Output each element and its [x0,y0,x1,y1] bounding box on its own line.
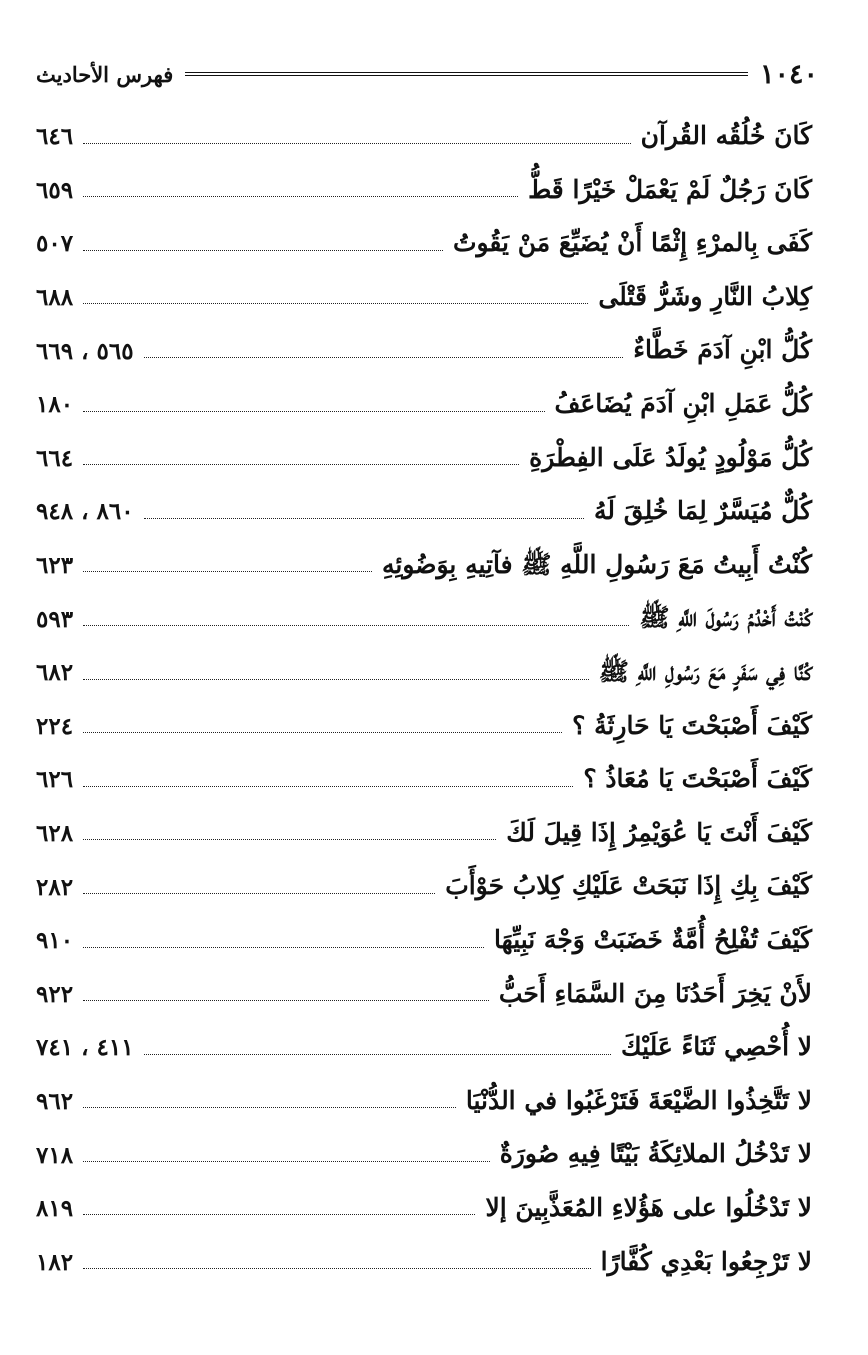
dot-leader [83,464,519,465]
entry-page-numbers: ٥٦٥ ، ٦٦٩ [36,337,134,365]
entry-page-numbers: ٦٢٣ [36,552,74,580]
dot-leader [83,1000,489,1001]
entry-page-numbers: ٦٢٦ [36,766,74,794]
index-entry [36,213,812,267]
dot-leader [83,679,589,680]
dot-leader [83,411,544,412]
entry-text: كَيْفَ أَصْبَحْتَ يَا حَارِثَةُ ؟ [572,710,812,740]
entry-page-numbers: ٩٦٢ [36,1087,74,1115]
index-entry [36,642,812,696]
entry-text: لا تَرْجِعُوا بَعْدِي كُفَّارًا [600,1246,812,1276]
index-entry [36,803,812,857]
entry-page-numbers: ٤١١ ، ٧٤١ [36,1034,134,1062]
dot-leader [83,625,629,626]
entry-text: كُلُّ عَمَلِ ابْنِ آدَمَ يُضَاعَفُ [554,389,812,419]
entry-text: كَفَى بِالمرْءِ إِثْمًا أَنْ يُضَيِّعَ مَنْ يَقُوتُ [452,228,812,258]
entry-text: لا تَدْخُلُ الملائِكَةُ بَيْتًا فِيهِ صُورَةٌ [499,1139,812,1169]
header-double-rule [185,72,748,76]
entry-text: كُنْتُ أَبِيتُ مَعَ رَسُولِ اللَّهِ ﷺ فآتِيهِ بِوَضُوئِهِ [381,549,812,579]
dot-leader [83,143,631,144]
dot-leader [83,196,518,197]
index-entry [36,160,812,214]
entry-text: لأَنْ يَخِرَ أَحَدُنَا مِنَ السَّمَاءِ أَحَبُّ [498,978,812,1008]
dot-leader [144,1054,611,1055]
entry-text: كَيْفَ أَنْتَ يَا عُوَيْمِرُ إِذَا قِيلَ لَكَ [506,817,812,847]
entry-text: كُلٌّ مُيَسَّرٌ لِمَا خُلِقَ لَهُ [594,496,812,526]
entry-text: كَيْفَ أَصْبَحْتَ يَا مُعَاذُ ؟ [583,764,812,794]
hadith-index-list [36,106,812,1285]
dot-leader [83,1161,490,1162]
dot-leader [83,571,372,572]
index-entry [36,481,812,535]
entry-page-numbers: ٢٢٤ [36,712,74,740]
entry-page-numbers: ١٨٢ [36,1248,74,1276]
entry-page-numbers: ٩٢٢ [36,980,74,1008]
entry-text: كَيْفَ بِكِ إِذَا نَبَحَتْ عَلَيْكِ كِلابُ حَوْأَبَ [445,871,812,901]
dot-leader [83,303,588,304]
entry-text: كَانَ خُلُقُه القُرآن [640,121,812,151]
entry-page-numbers: ٦٢٨ [36,820,74,848]
entry-text: لا تَتَّخِذُوا الضَّيْعَةَ فَتَرْغَبُوا في الدُّنْيَا [465,1085,812,1115]
index-entry [36,320,812,374]
dot-leader [83,1268,591,1269]
dot-leader [144,357,624,358]
entry-page-numbers: ٩١٠ [36,927,74,955]
dot-leader [83,839,496,840]
dot-leader [83,732,562,733]
entry-text: كُلُّ مَوْلُودٍ يُولَدُ عَلَى الفِطْرَةِ [529,442,812,472]
index-entry [36,749,812,803]
entry-page-numbers: ٦٨٨ [36,284,74,312]
entry-page-numbers: ٥٩٣ [36,605,74,633]
dot-leader [83,1214,475,1215]
index-entry [36,1178,812,1232]
entry-page-numbers: ٦٤٦ [36,123,74,151]
index-entry [36,910,812,964]
entry-text: كَيْفَ تُفْلِحُ أُمَّةٌ خَضَبَتْ وَجْهَ نَبِيِّهَا [494,925,812,954]
entry-page-numbers: ٧١٨ [36,1141,74,1169]
entry-page-numbers: ٦٦٤ [36,444,74,472]
index-entry [36,1124,812,1178]
entry-page-numbers: ٨٦٠ ، ٩٤٨ [36,498,134,526]
entry-text: لا أُحْصِي ثَنَاءً عَلَيْكَ [621,1032,812,1062]
dot-leader [144,518,584,519]
entry-page-numbers: ٨١٩ [36,1195,74,1223]
entry-text: كِلابُ النَّارِ وشَرُّ قَتْلَى [598,281,812,311]
index-entry [36,588,812,642]
index-entry [36,964,812,1018]
entry-page-numbers: ٦٥٩ [36,176,74,204]
dot-leader [83,893,435,894]
dot-leader [83,250,443,251]
index-entry [36,106,812,160]
index-entry [36,1071,812,1125]
entry-text: كُلُّ ابْنِ آدَمَ خَطَّاءٌ [633,335,812,365]
index-entry [36,428,812,482]
running-title: فهرس الأحاديث [36,61,174,87]
entry-page-numbers: ٢٨٢ [36,873,74,901]
index-entry [36,535,812,589]
entry-text: لا تَدْخُلُوا على هَؤُلاءِ المُعَذَّبِينَ إلا [485,1192,812,1222]
entry-text: كَانَ رَجُلٌ لَمْ يَعْمَلْ خَيْرًا قَطُّ [528,174,812,204]
dot-leader [83,947,484,948]
page-number: ١٠٤٠ [759,58,818,90]
index-entry [36,1017,812,1071]
page-header [36,58,818,90]
entry-text: كُنْتُ أَخْدُمُ رَسُولَ اللَّهِ ﷺ [639,603,812,633]
index-entry [36,856,812,910]
dot-leader [83,1107,456,1108]
index-entry [36,696,812,750]
dot-leader [83,786,573,787]
index-entry [36,1231,812,1285]
index-entry [36,374,812,428]
entry-page-numbers: ٥٠٧ [36,230,74,258]
index-entry [36,267,812,321]
entry-text: كُنَّا فِي سَفَرٍ مَعَ رَسُولِ اللَّهِ ﷺ [598,657,812,687]
entry-page-numbers: ٦٨٢ [36,659,74,687]
entry-page-numbers: ١٨٠ [36,391,74,419]
